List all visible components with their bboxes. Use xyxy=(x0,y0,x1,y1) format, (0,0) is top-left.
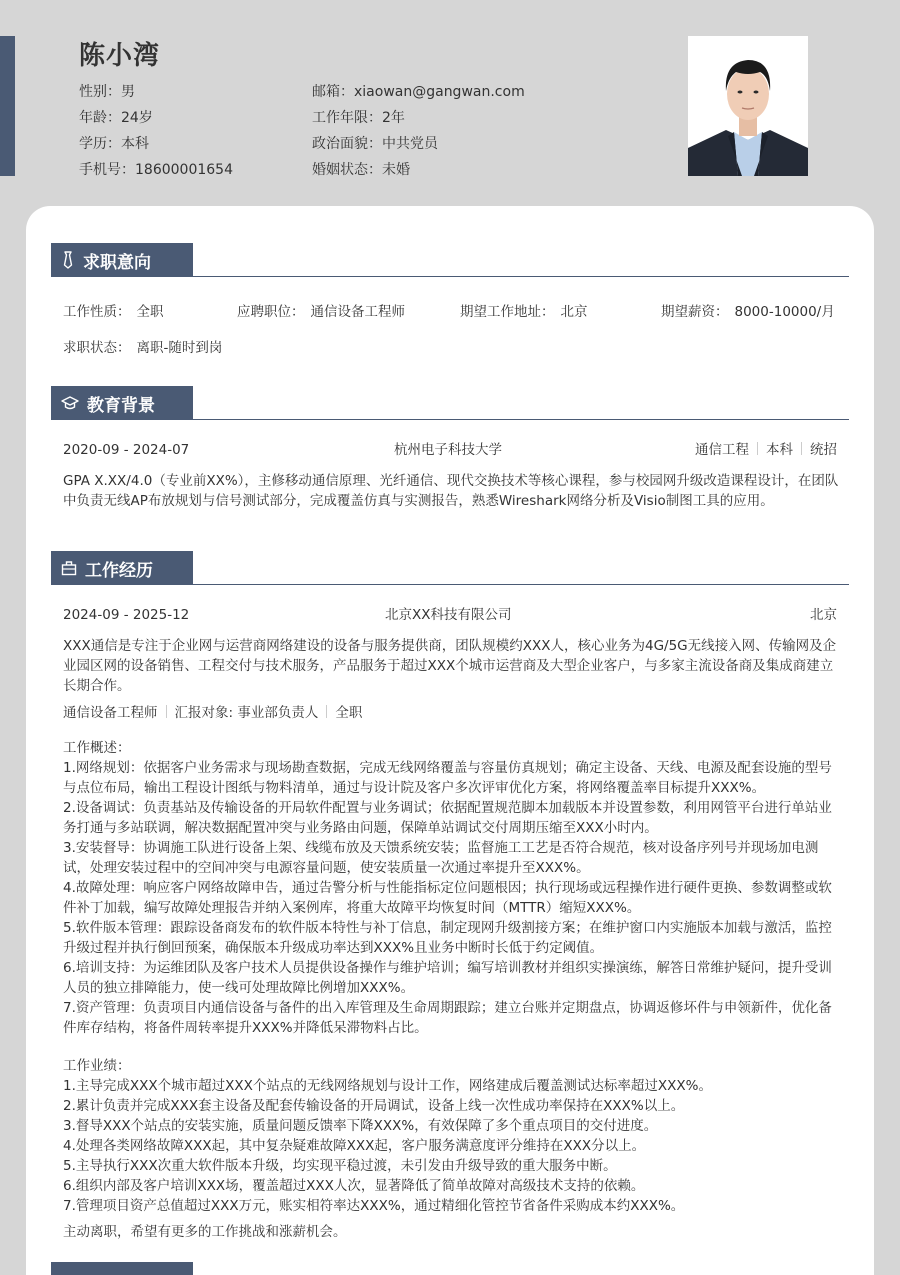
overview-item: 6.培训支持：为运维团队及客户技术人员提供设备操作与维护培训；编写培训教材并组织实操演练，解答日常维护疑问，提升受训人员的独立排障能力，使一线可处理故障比例增加XXX%。 xyxy=(63,960,832,996)
achievement-item: 2.累计负责并完成XXX套主设备及配套传输设备的开局调试，设备上线一次性成功率保持在XXX%以上。 xyxy=(63,1098,685,1114)
overview-item: 2.设备调试：负责基站及传输设备的开局软件配置与业务调试；依据配置规范脚本加载版本并设置参数，利用网管平台进行单站业务打通与多站联调，解决数据配置冲突与业务路由问题，保障单站调试交付周期压缩至XXX小时内。 xyxy=(63,800,832,836)
section-tab xyxy=(51,243,193,277)
overview-item: 3.安装督导：协调施工队进行设备上架、线缆布放及天馈系统安装；监督施工工艺是否符合规范，核对设备序列号并现场加电测试，处理安装过程中的空间冲突与电源容量问题，使安装质量一次通过率提升至XXX%。 xyxy=(63,840,819,876)
section-tab xyxy=(51,1262,193,1275)
info-email: 邮箱：xiaowan@gangwan.com xyxy=(312,84,525,100)
work-overview xyxy=(63,738,839,1038)
divider xyxy=(801,442,802,455)
info-age: 年龄：24岁 xyxy=(79,110,153,126)
section-title: 工作经历 xyxy=(85,560,153,581)
info-marital-status: 婚姻状态：未婚 xyxy=(312,162,410,178)
candidate-name: 陈小湾 xyxy=(79,41,161,71)
edu-period: 2020-09 - 2024-07 xyxy=(63,442,190,458)
divider xyxy=(326,705,327,718)
section-job-intention xyxy=(51,243,849,277)
achievement-item: 7.管理项目资产总值超过XXX万元，账实相符率达XXX%，通过精细化管控节省备件采购成本约XXX%。 xyxy=(63,1198,685,1214)
achievement-item: 5.主导执行XXX次重大软件版本升级，均实现平稳过渡，未引发由升级导致的重大服务中断。 xyxy=(63,1158,617,1174)
divider xyxy=(166,705,167,718)
edu-school: 杭州电子科技大学 xyxy=(394,442,502,458)
work-company: 北京XX科技有限公司 xyxy=(385,607,512,623)
section-title: 教育背景 xyxy=(87,395,155,416)
work-location: 北京 xyxy=(810,607,837,623)
work-achievements xyxy=(63,1056,839,1216)
work-role-line: 通信设备工程师 汇报对象: 事业部负责人 全职 xyxy=(63,705,363,721)
section-work-experience xyxy=(51,551,849,585)
section-tab xyxy=(51,551,193,585)
field-location: 期望工作地址： 北京 xyxy=(460,304,588,320)
company-description: XXX通信是专注于企业网与运营商网络建设的设备与服务提供商，团队规模约XXX人，核心业务为4G/5G无线接入网、传输网及企业园区网的设备销售、工程交付与技术服务，产品服务于超过XXX个城市运营商及大型企业客户，与多家主流设备商及集成商建立长期合作。 xyxy=(63,638,837,694)
tie-icon xyxy=(61,251,75,269)
resume-card xyxy=(26,206,874,1275)
graduation-cap-icon xyxy=(61,395,79,411)
edu-major-degree: 通信工程 本科 统招 xyxy=(695,442,837,458)
info-political-status: 政治面貌：中共党员 xyxy=(312,136,438,152)
achievement-item: 1.主导完成XXX个城市超过XXX个站点的无线网络规划与设计工作，网络建成后覆盖测试达标率超过XXX%。 xyxy=(63,1078,712,1094)
achievements-title: 工作业绩： xyxy=(63,1058,131,1074)
field-position: 应聘职位： 通信设备工程师 xyxy=(237,304,405,320)
overview-item: 5.软件版本管理：跟踪设备商发布的软件版本特性与补丁信息，制定现网升级割接方案；在维护窗口内实施版本加载与激活，监控升级过程并执行倒回预案，确保版本升级成功率达到XXX%且业务中断时长低于约定阈值。 xyxy=(63,920,832,956)
achievement-item: 6.组织内部及客户培训XXX场，覆盖超过XXX人次，显著降低了简单故障对高级技术支持的依赖。 xyxy=(63,1178,645,1194)
overview-item: 1.网络规划：依据客户业务需求与现场勘查数据，完成无线网络覆盖与容量仿真规划；确定主设备、天线、电源及配套设施的型号与点位布局，输出工程设计图纸与物料清单，通过与设计院及客户多次评审优化方案，将网络覆盖率目标提升XXX%。 xyxy=(63,760,832,796)
info-education: 学历：本科 xyxy=(79,136,149,152)
section-next-partial xyxy=(51,1262,849,1275)
section-title: 求职意向 xyxy=(83,252,151,273)
field-job-status: 求职状态： 离职-随时到岗 xyxy=(63,340,223,356)
overview-item: 4.故障处理：响应客户网络故障申告，通过告警分析与性能指标定位问题根因；执行现场或远程操作进行硬件更换、参数调整或软件补丁加载，编写故障处理报告并纳入案例库，将重大故障平均恢复时间（MTTR）缩短XXX%。 xyxy=(63,880,832,916)
header-accent-bar xyxy=(0,36,15,176)
overview-item: 7.资产管理：负责项目内通信设备与备件的出入库管理及生命周期跟踪；建立台账并定期盘点，协调返修坏件与申领新件，优化备件库存结构，将备件周转率提升XXX%并降低呆滞物料占比。 xyxy=(63,1000,832,1036)
portrait-photo-icon xyxy=(688,36,808,176)
section-education xyxy=(51,386,849,420)
leave-reason: 主动离职，希望有更多的工作挑战和涨薪机会。 xyxy=(63,1224,347,1240)
edu-description: GPA X.XX/4.0（专业前XX%），主修移动通信原理、光纤通信、现代交换技术等核心课程，参与校园网升级改造课程设计，在团队中负责无线AP布放规划与信号测试部分，完成覆盖仿真与实测报告，熟悉Wireshark网络分析及Visio制图工具的应用。 xyxy=(63,473,839,509)
divider xyxy=(757,442,758,455)
info-phone: 手机号：18600001654 xyxy=(79,162,233,178)
work-period: 2024-09 - 2025-12 xyxy=(63,607,190,623)
info-work-years: 工作年限：2年 xyxy=(312,110,405,126)
field-salary: 期望薪资： 8000-10000/月 xyxy=(661,304,835,320)
field-work-type: 工作性质： 全职 xyxy=(63,304,164,320)
info-gender: 性别：男 xyxy=(79,84,135,100)
achievement-item: 3.督导XXX个站点的安装实施，质量问题反馈率下降XXX%，有效保障了多个重点项目的交付进度。 xyxy=(63,1118,658,1134)
achievement-item: 4.处理各类网络故障XXX起，其中复杂疑难故障XXX起，客户服务满意度评分维持在XXX分以上。 xyxy=(63,1138,646,1154)
briefcase-icon xyxy=(61,560,77,576)
profile-photo xyxy=(688,36,808,176)
overview-title: 工作概述： xyxy=(63,740,131,756)
section-tab xyxy=(51,386,193,420)
profile-header xyxy=(79,36,679,178)
